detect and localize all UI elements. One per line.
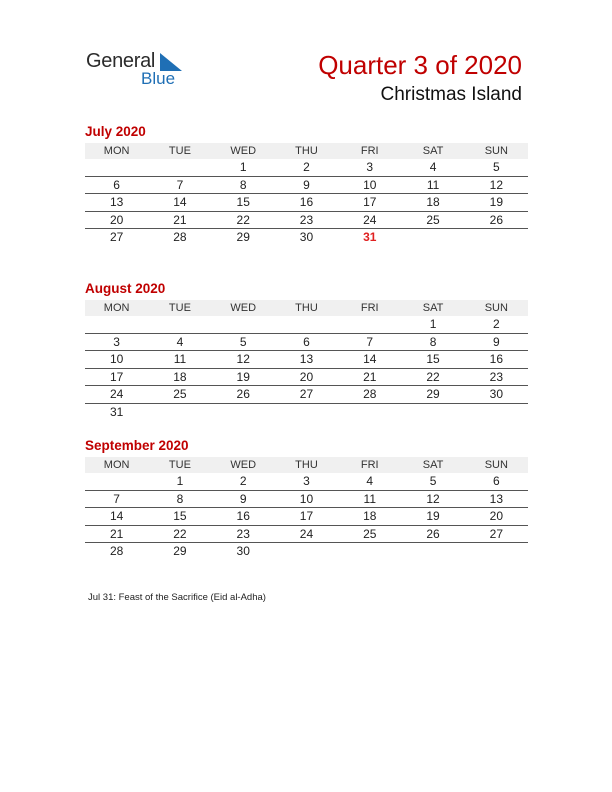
logo-text-blue: Blue xyxy=(141,69,176,88)
weekday-header-row xyxy=(85,300,528,316)
week-row xyxy=(85,508,528,526)
day-cell: 1 xyxy=(239,160,247,174)
weekday-label: FRI xyxy=(360,145,379,157)
calendar-grid xyxy=(85,473,528,561)
day-cell: 10 xyxy=(109,352,124,367)
weekday-label: THU xyxy=(295,145,318,157)
day-cell xyxy=(85,159,148,176)
page-subtitle: Christmas Island xyxy=(380,84,522,105)
weekday-header-row xyxy=(85,457,528,473)
day-cell: 23 xyxy=(299,212,314,227)
calendar-grid xyxy=(85,159,528,247)
day-cell: 14 xyxy=(363,352,377,367)
day-cell: 24 xyxy=(363,212,377,227)
day-cell: 3 xyxy=(366,160,374,174)
day-cell: 14 xyxy=(109,509,124,524)
day-cell: 25 xyxy=(173,387,187,402)
day-cell: 11 xyxy=(426,177,440,192)
day-cell: 20 xyxy=(299,369,314,384)
day-cell: 20 xyxy=(109,212,124,227)
day-cell: 8 xyxy=(239,177,247,192)
weekday-label: TUE xyxy=(168,302,191,314)
day-cell: 31 xyxy=(109,404,124,419)
day-cell: 23 xyxy=(489,369,503,384)
day-cell: 25 xyxy=(363,526,377,541)
month-block-september xyxy=(85,437,528,561)
day-cell: 25 xyxy=(426,212,440,227)
week-row xyxy=(85,177,528,195)
day-cell xyxy=(212,404,275,422)
day-cell: 10 xyxy=(363,177,377,192)
day-cell xyxy=(401,229,464,247)
weekday-label: FRI xyxy=(360,302,379,314)
day-cell: 28 xyxy=(173,230,187,245)
day-cell: 19 xyxy=(489,195,503,210)
weekday-label: SAT xyxy=(422,459,444,471)
day-cell: 30 xyxy=(489,387,503,402)
day-cell: 14 xyxy=(173,195,187,210)
day-cell: 22 xyxy=(426,369,440,384)
day-cell: 4 xyxy=(176,334,184,349)
day-cell: 4 xyxy=(366,474,374,488)
weekday-label: SUN xyxy=(484,302,508,314)
week-row xyxy=(85,386,528,404)
day-cell: 16 xyxy=(299,195,314,210)
weekday-label: SAT xyxy=(422,302,444,314)
day-cell: 1 xyxy=(176,474,184,488)
day-cell: 13 xyxy=(109,195,124,210)
day-cell: 17 xyxy=(109,369,124,384)
day-cell: 26 xyxy=(489,212,503,227)
week-row xyxy=(85,229,528,247)
day-cell: 11 xyxy=(363,491,376,506)
weekday-label: FRI xyxy=(360,459,379,471)
day-cell xyxy=(338,543,401,561)
week-row xyxy=(85,526,528,544)
day-cell: 21 xyxy=(173,212,187,227)
day-cell: 7 xyxy=(366,334,374,349)
weekday-label: SUN xyxy=(484,459,508,471)
day-cell: 5 xyxy=(239,334,247,349)
day-cell: 6 xyxy=(492,474,500,488)
holiday-day-cell: 31 xyxy=(363,230,377,245)
week-row xyxy=(85,334,528,352)
month-block-july xyxy=(85,123,528,247)
holiday-note: Jul 31: Feast of the Sacrifice (Eid al-Adha) xyxy=(88,592,266,603)
day-cell: 24 xyxy=(109,387,124,402)
weekday-label: MON xyxy=(103,145,130,157)
month-block-august xyxy=(85,280,528,422)
day-cell xyxy=(148,316,211,333)
day-cell: 21 xyxy=(109,526,124,541)
weekday-label: SUN xyxy=(484,145,508,157)
day-cell: 29 xyxy=(426,387,440,402)
day-cell: 4 xyxy=(429,160,437,174)
weekday-label: MON xyxy=(103,302,130,314)
week-row xyxy=(85,212,528,230)
day-cell: 21 xyxy=(363,369,377,384)
weekday-header-row xyxy=(85,143,528,159)
day-cell xyxy=(275,404,338,422)
day-cell xyxy=(465,404,528,422)
day-cell: 17 xyxy=(363,195,377,210)
day-cell: 23 xyxy=(236,526,250,541)
weekday-label: WED xyxy=(230,145,257,157)
day-cell: 2 xyxy=(239,474,247,488)
day-cell xyxy=(465,543,528,561)
week-row xyxy=(85,351,528,369)
day-cell: 3 xyxy=(303,474,310,488)
day-cell: 29 xyxy=(173,544,187,559)
day-cell: 2 xyxy=(492,317,500,331)
page-title: Quarter 3 of 2020 xyxy=(318,50,522,80)
day-cell xyxy=(85,316,148,333)
day-cell: 19 xyxy=(236,369,250,384)
day-cell: 20 xyxy=(489,509,503,524)
day-cell xyxy=(338,404,401,422)
day-cell: 2 xyxy=(303,160,310,174)
day-cell: 8 xyxy=(429,334,437,349)
day-cell: 1 xyxy=(429,317,437,331)
day-cell: 10 xyxy=(299,491,314,506)
day-cell: 6 xyxy=(113,177,120,192)
day-cell: 16 xyxy=(489,352,503,367)
day-cell: 7 xyxy=(113,491,120,506)
day-cell: 16 xyxy=(236,509,250,524)
day-cell: 30 xyxy=(299,230,314,245)
day-cell: 5 xyxy=(492,160,500,174)
day-cell: 18 xyxy=(173,369,187,384)
day-cell: 7 xyxy=(176,177,184,192)
day-cell xyxy=(148,159,211,176)
weekday-label: TUE xyxy=(168,459,191,471)
day-cell: 12 xyxy=(489,177,503,192)
brand-logo xyxy=(86,50,196,90)
day-cell: 12 xyxy=(426,491,440,506)
week-row xyxy=(85,404,528,422)
weekday-label: MON xyxy=(103,459,130,471)
day-cell xyxy=(338,316,401,333)
day-cell xyxy=(401,543,464,561)
weekday-label: SAT xyxy=(422,145,444,157)
day-cell: 9 xyxy=(303,177,310,192)
day-cell xyxy=(148,404,211,422)
week-row xyxy=(85,369,528,387)
day-cell: 27 xyxy=(299,387,314,402)
day-cell: 9 xyxy=(492,334,500,349)
day-cell: 12 xyxy=(236,352,250,367)
day-cell xyxy=(275,543,338,561)
day-cell: 11 xyxy=(173,352,187,367)
weekday-label: TUE xyxy=(168,145,191,157)
week-row xyxy=(85,473,528,491)
month-title: September 2020 xyxy=(85,438,189,453)
week-row xyxy=(85,543,528,561)
day-cell: 26 xyxy=(236,387,250,402)
weekday-label: THU xyxy=(295,302,318,314)
day-cell: 8 xyxy=(176,491,184,506)
day-cell: 29 xyxy=(236,230,250,245)
day-cell xyxy=(275,316,338,333)
day-cell: 5 xyxy=(429,474,437,488)
day-cell: 6 xyxy=(303,334,310,349)
calendar-grid xyxy=(85,316,528,422)
weekday-label: THU xyxy=(295,459,318,471)
day-cell: 30 xyxy=(236,544,250,559)
day-cell xyxy=(401,404,464,422)
day-cell: 13 xyxy=(489,491,503,506)
day-cell: 15 xyxy=(426,352,440,367)
day-cell: 3 xyxy=(113,334,120,349)
day-cell: 27 xyxy=(489,526,503,541)
day-cell: 13 xyxy=(299,352,314,367)
month-title: July 2020 xyxy=(85,124,146,139)
month-title: August 2020 xyxy=(85,281,166,296)
day-cell: 9 xyxy=(239,491,247,506)
day-cell: 15 xyxy=(173,509,187,524)
day-cell: 27 xyxy=(109,230,124,245)
week-row xyxy=(85,159,528,177)
day-cell: 18 xyxy=(363,509,377,524)
day-cell: 22 xyxy=(236,212,250,227)
day-cell: 28 xyxy=(363,387,377,402)
logo-text-general: General xyxy=(86,50,156,72)
day-cell: 26 xyxy=(426,526,440,541)
day-cell: 24 xyxy=(299,526,314,541)
week-row xyxy=(85,491,528,509)
weekday-label: WED xyxy=(230,459,257,471)
day-cell xyxy=(465,229,528,247)
day-cell xyxy=(212,316,275,333)
day-cell: 22 xyxy=(173,526,187,541)
week-row xyxy=(85,194,528,212)
day-cell: 17 xyxy=(299,509,314,524)
weekday-label: WED xyxy=(230,302,257,314)
week-row xyxy=(85,316,528,334)
day-cell: 18 xyxy=(426,195,440,210)
day-cell xyxy=(85,473,148,490)
day-cell: 15 xyxy=(236,195,250,210)
day-cell: 28 xyxy=(109,544,124,559)
day-cell: 19 xyxy=(426,509,440,524)
